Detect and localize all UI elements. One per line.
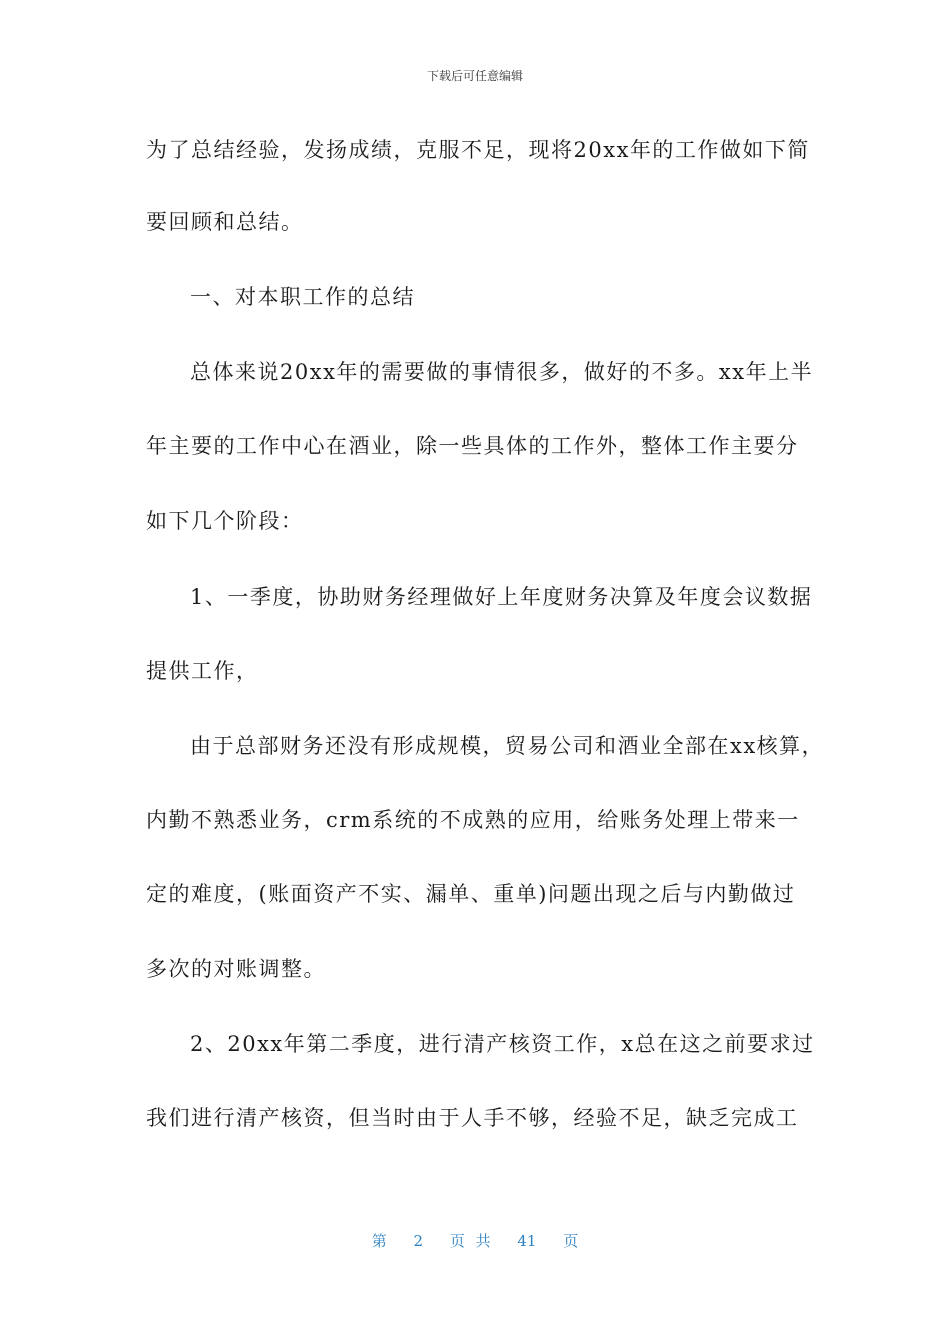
footer-page-suffix: 页: [563, 1232, 579, 1250]
paragraph-line: 为了总结经验，发扬成绩，克服不足，现将20xx年的工作做如下简: [146, 138, 810, 162]
paragraph-line: 内勤不熟悉业务，crm系统的不成熟的应用，给账务处理上带来一: [146, 808, 800, 832]
section-heading: 一、对本职工作的总结: [190, 285, 415, 309]
footer-total-pages: 41: [517, 1232, 537, 1250]
paragraph-line: 提供工作，: [146, 659, 259, 683]
paragraph-line: 年主要的工作中心在酒业，除一些具体的工作外，整体工作主要分: [146, 434, 799, 458]
paragraph-line: 如下几个阶段：: [146, 509, 304, 533]
paragraph-line: 我们进行清产核资，但当时由于人手不够，经验不足，缺乏完成工: [146, 1106, 799, 1130]
paragraph-line: 要回顾和总结。: [146, 210, 304, 234]
footer-page-of: 页 共: [449, 1232, 491, 1250]
paragraph-line: 由于总部财务还没有形成规模，贸易公司和酒业全部在xx核算，: [190, 734, 825, 758]
paragraph-line: 1、一季度，协助财务经理做好上年度财务决算及年度会议数据: [190, 585, 813, 609]
page-footer: [0, 1230, 950, 1251]
paragraph-line: 定的难度，(账面资产不实、漏单、重单)问题出现之后与内勤做过: [146, 882, 796, 906]
paragraph-line: 总体来说20xx年的需要做的事情很多，做好的不多。xx年上半: [190, 360, 814, 384]
page-header-note: 下载后可任意编辑: [426, 69, 523, 83]
paragraph-line: 多次的对账调整。: [146, 957, 326, 981]
paragraph-line: 2、20xx年第二季度，进行清产核资工作，x总在这之前要求过: [190, 1032, 815, 1056]
footer-page-label: 第: [371, 1232, 387, 1250]
footer-page-number: 2: [413, 1232, 424, 1250]
